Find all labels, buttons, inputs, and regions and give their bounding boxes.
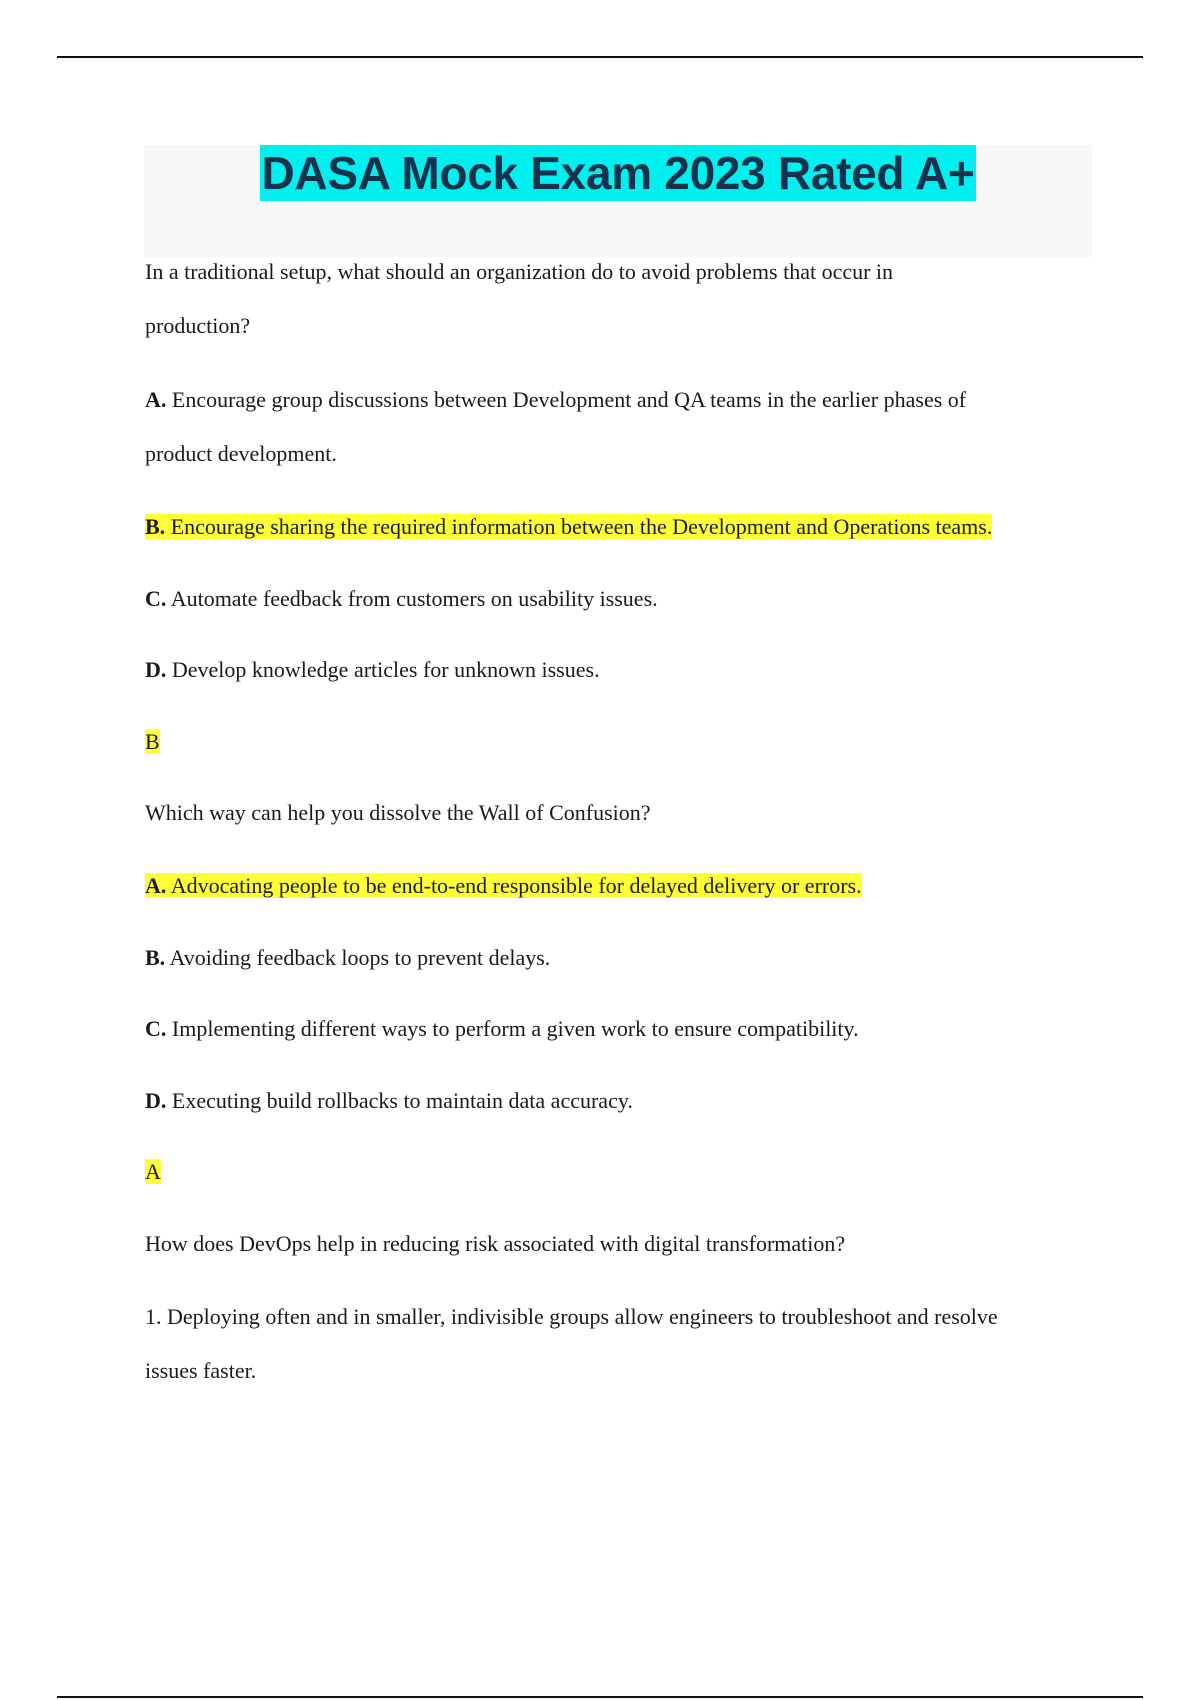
question-3-stem: How does DevOps help in reducing risk associated with digital transformation? [145, 1231, 846, 1256]
answer-key: A [145, 1159, 161, 1184]
question-3-option-1: 1. Deploying often and in smaller, indivisible groups allow engineers to troubleshoot and resolve [145, 1304, 998, 1329]
question-1-option-b [145, 513, 992, 540]
option-text: Automate feedback from customers on usability issues. [170, 586, 658, 611]
option-text: Encourage sharing the required information between the Development and Operations teams. [170, 514, 993, 539]
question-1-stem-line-2: production? [145, 313, 251, 338]
option-text: Avoiding feedback loops to prevent delays. [169, 945, 551, 970]
question-1-option-a [145, 386, 966, 413]
bottom-rule [57, 1696, 1143, 1698]
option-text: Encourage group discussions between Development and QA teams in the earlier phases of [171, 387, 967, 412]
question-1-answer [145, 728, 160, 755]
option-letter: B. [145, 514, 166, 539]
option-letter: A. [145, 387, 167, 412]
option-letter: C. [145, 586, 167, 611]
correct-option-highlight [145, 514, 992, 539]
option-letter: B. [145, 945, 166, 970]
question-2-option-b [145, 944, 550, 971]
question-2-stem: Which way can help you dissolve the Wall of Confusion? [145, 800, 651, 825]
option-text: Develop knowledge articles for unknown issues. [171, 657, 600, 682]
option-text: Implementing different ways to perform a given work to ensure compatibility. [171, 1016, 859, 1041]
question-1-stem-line-1: In a traditional setup, what should an organization do to avoid problems that occur in [145, 259, 894, 284]
document-title [144, 145, 1092, 201]
title-band [144, 145, 1092, 257]
option-letter: C. [145, 1016, 167, 1041]
correct-option-highlight [145, 873, 862, 898]
question-2-option-a [145, 872, 862, 899]
option-text: Executing build rollbacks to maintain data accuracy. [171, 1088, 633, 1113]
document-title-text: DASA Mock Exam 2023 Rated A+ [261, 147, 975, 199]
option-letter: D. [145, 657, 167, 682]
question-1-option-a-line-2: product development. [145, 441, 337, 466]
question-1-option-d [145, 656, 600, 683]
option-text: Advocating people to be end-to-end responsible for delayed delivery or errors. [170, 873, 862, 898]
question-2-answer [145, 1158, 161, 1185]
question-3-option-1-line-2: issues faster. [145, 1358, 257, 1383]
top-rule [57, 56, 1143, 58]
option-letter: D. [145, 1088, 167, 1113]
question-2-option-c [145, 1015, 859, 1042]
question-2-option-d [145, 1087, 633, 1114]
answer-key: B [145, 729, 160, 754]
option-letter: A. [145, 873, 167, 898]
question-1-option-c [145, 585, 658, 612]
